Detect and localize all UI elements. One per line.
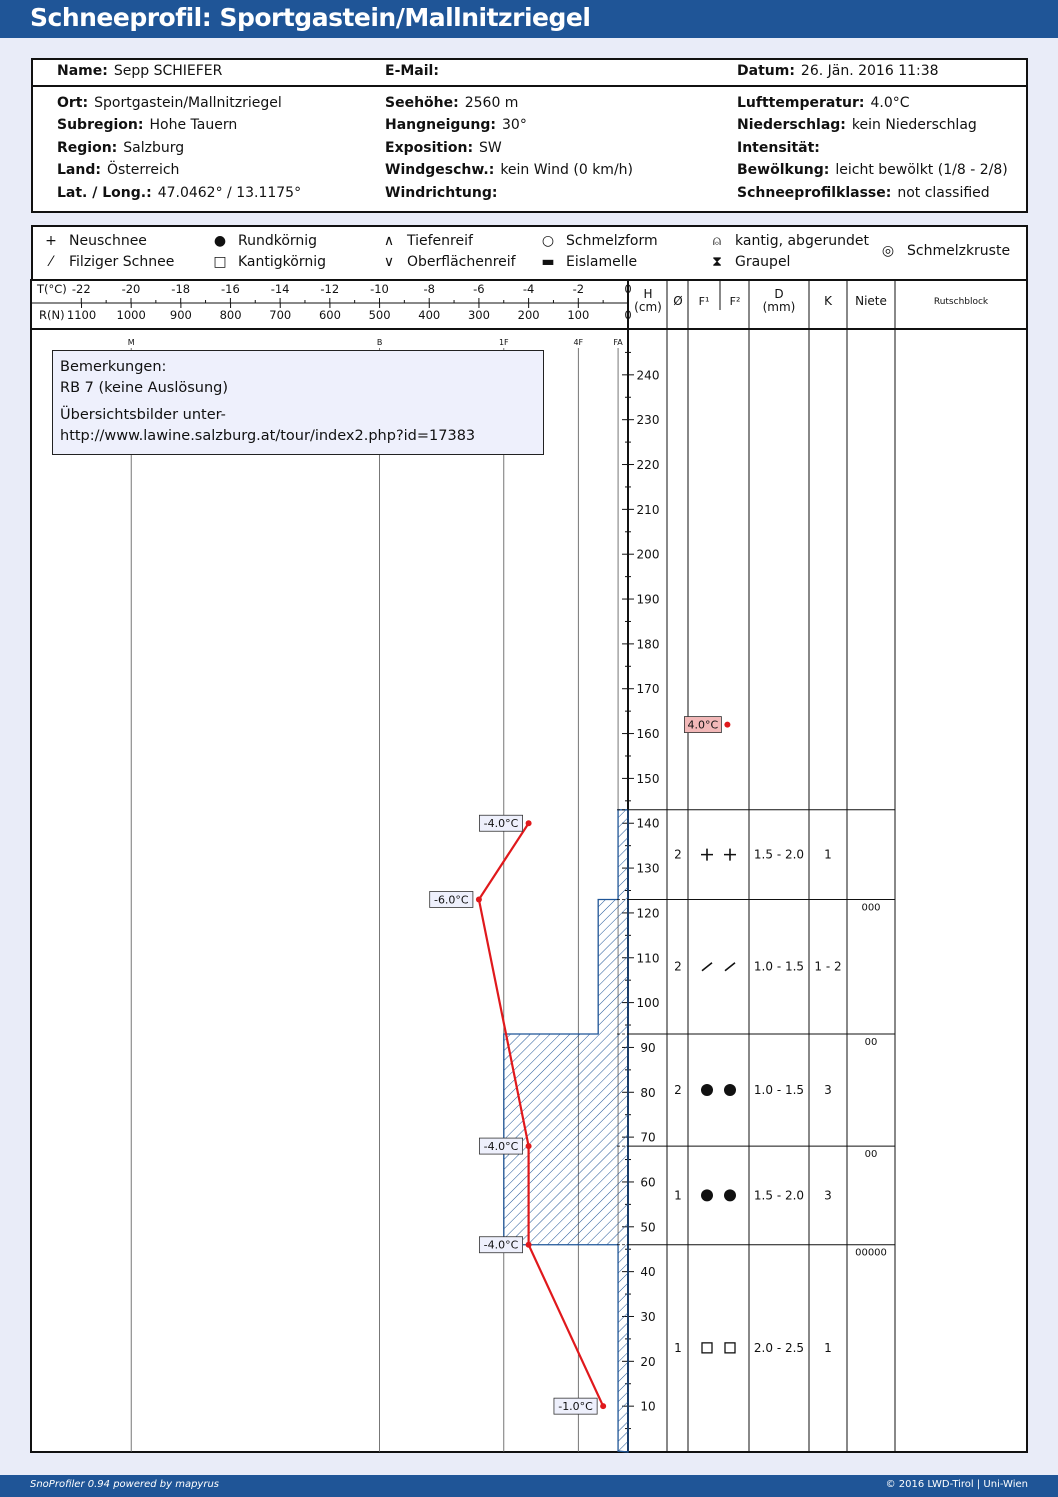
region-field: Region: Salzburg bbox=[57, 140, 185, 156]
legend-eislamelle: ▬ Eislamelle bbox=[538, 254, 637, 270]
remarks-heading: Bemerkungen: bbox=[60, 359, 167, 375]
temperature-label: -4.0°C bbox=[483, 1140, 519, 1154]
email-field: E-Mail: bbox=[385, 63, 439, 79]
r-axis-label: R(N) bbox=[39, 308, 65, 322]
t-tick-label: -20 bbox=[121, 282, 141, 296]
legend-rundkoernig: ● Rundkörnig bbox=[210, 233, 317, 249]
remarks-line2: Übersichtsbilder unter- bbox=[60, 407, 226, 423]
grain-rundkoernig-icon bbox=[724, 1189, 736, 1201]
layer-niete: 00000 bbox=[855, 1247, 887, 1259]
legend-filziger: ⁄ Filziger Schnee bbox=[41, 254, 174, 270]
air-temperature-point bbox=[724, 722, 730, 728]
h-tick-label: 60 bbox=[640, 1175, 656, 1190]
tiefenreif-icon: ∧ bbox=[383, 233, 395, 249]
layer-niete: 00 bbox=[864, 1036, 878, 1048]
neuschnee-icon: + bbox=[45, 233, 57, 249]
rundkoernig-icon: ● bbox=[213, 233, 227, 249]
t-tick-label: -22 bbox=[71, 282, 91, 296]
chart-frame bbox=[31, 280, 1027, 1452]
eislamelle-icon: ▬ bbox=[541, 254, 555, 270]
legend-schmelzform: ○ Schmelzform bbox=[538, 233, 658, 249]
k-header: K bbox=[824, 294, 832, 308]
ort-field: Ort: Sportgastein/Mallnitzriegel bbox=[57, 95, 282, 111]
temperature-point bbox=[526, 1242, 532, 1248]
kantig-abgerundet-icon: ⍝ bbox=[712, 233, 722, 249]
t-tick-label: -12 bbox=[320, 282, 340, 296]
subregion-field: Subregion: Hohe Tauern bbox=[57, 117, 238, 133]
t-tick-label: -8 bbox=[423, 282, 435, 296]
niete-header: Niete bbox=[855, 294, 887, 308]
h-tick-label: 50 bbox=[640, 1220, 656, 1235]
layer-d: 1.5 - 2.0 bbox=[753, 847, 805, 862]
h-tick-label: 70 bbox=[640, 1130, 656, 1145]
h-tick-label: 40 bbox=[640, 1265, 656, 1280]
page-title: Schneeprofil: Sportgastein/Mallnitzriegel bbox=[30, 3, 591, 32]
hardness-label: 1F bbox=[498, 338, 509, 347]
layer-dia: 2 bbox=[674, 847, 682, 862]
name-field: Name: Sepp SCHIEFER bbox=[57, 63, 223, 79]
temperature-label: -4.0°C bbox=[483, 1238, 519, 1252]
niederschlag-field: Niederschlag: kein Niederschlag bbox=[737, 117, 977, 133]
temperature-point bbox=[600, 1403, 606, 1409]
lufttemp-field: Lufttemperatur: 4.0°C bbox=[737, 95, 910, 111]
h-unit: (cm) bbox=[634, 300, 662, 314]
h-tick-label: 190 bbox=[636, 592, 660, 607]
legend-oberflaechenreif: ∨ Oberflächenreif bbox=[379, 254, 516, 270]
d-unit: (mm) bbox=[762, 300, 796, 314]
h-tick-label: 20 bbox=[640, 1354, 656, 1369]
hardness-label: 4F bbox=[573, 338, 584, 347]
temperature-label: -4.0°C bbox=[483, 817, 519, 831]
layer-k: 1 bbox=[824, 1340, 832, 1355]
footer bbox=[0, 1475, 1058, 1497]
f1-header: F¹ bbox=[698, 295, 710, 308]
r-tick-label: 1000 bbox=[116, 308, 146, 322]
h-tick-label: 140 bbox=[636, 816, 660, 831]
r-tick-label: 800 bbox=[219, 308, 242, 322]
layer-niete: 000 bbox=[861, 902, 881, 914]
remarks-line1: RB 7 (keine Auslösung) bbox=[60, 380, 229, 396]
t-tick-label: -2 bbox=[572, 282, 585, 296]
footer-software: SnoProfiler 0.94 powered by mapyrus bbox=[30, 1479, 220, 1490]
h-tick-label: 150 bbox=[636, 771, 660, 786]
t-tick-label: -10 bbox=[370, 282, 389, 296]
grain-rundkoernig-icon bbox=[724, 1084, 736, 1096]
kantigkoernig-icon: □ bbox=[213, 254, 227, 270]
datum-field: Datum: 26. Jän. 2016 11:38 bbox=[737, 63, 939, 79]
h-tick-label: 180 bbox=[636, 637, 660, 652]
windgeschw-field: Windgeschw.: kein Wind (0 km/h) bbox=[385, 162, 633, 178]
oberflaechenreif-icon: ∨ bbox=[383, 254, 395, 270]
layer-niete: 00 bbox=[864, 1149, 878, 1161]
h-tick-label: 120 bbox=[636, 906, 660, 921]
t-axis-label: T(°C) bbox=[37, 282, 67, 296]
temperature-point bbox=[476, 896, 482, 902]
legend-kantigkoernig: □ Kantigkörnig bbox=[210, 254, 326, 270]
layer-k: 3 bbox=[824, 1083, 832, 1098]
layer-k: 1 - 2 bbox=[814, 959, 842, 974]
windrichtung-field: Windrichtung: bbox=[385, 185, 498, 201]
legend-tiefenreif: ∧ Tiefenreif bbox=[379, 233, 473, 249]
legend-kantig-abgerundet: ⍝ kantig, abgerundet bbox=[707, 233, 869, 249]
rutschblock-header: Rutschblock bbox=[933, 297, 989, 307]
layer-dia: 1 bbox=[674, 1340, 682, 1355]
h-header: H bbox=[643, 287, 653, 301]
h-tick-label: 130 bbox=[636, 861, 660, 876]
seehoehe-field: Seehöhe: 2560 m bbox=[385, 95, 519, 111]
legend-schmelzkruste: ◎ Schmelzkruste bbox=[873, 243, 1010, 259]
air-temperature-label: 4.0°C bbox=[687, 718, 719, 732]
r-tick-label: 1100 bbox=[66, 308, 97, 322]
h-tick-label: 230 bbox=[636, 413, 660, 428]
h-tick-label: 10 bbox=[640, 1399, 656, 1414]
layer-dia: 2 bbox=[674, 1083, 682, 1098]
r-tick-label: 900 bbox=[169, 308, 192, 322]
h-tick-label: 80 bbox=[640, 1085, 656, 1100]
h-tick-label: 160 bbox=[636, 727, 660, 742]
r-tick-label: 400 bbox=[418, 308, 441, 322]
hardness-label: M bbox=[127, 338, 135, 347]
r-tick-label: 300 bbox=[467, 308, 490, 322]
remarks-box bbox=[52, 350, 544, 455]
r-tick-label: 200 bbox=[517, 308, 540, 322]
remarks-link[interactable]: http://www.lawine.salzburg.at/tour/index2.php?id=17383 bbox=[60, 428, 476, 444]
layer-dia: 2 bbox=[674, 959, 682, 974]
h-tick-label: 240 bbox=[636, 368, 660, 383]
layer-d: 2.0 - 2.5 bbox=[753, 1340, 805, 1355]
exposition-field: Exposition: SW bbox=[385, 140, 502, 156]
h-tick-label: 90 bbox=[640, 1040, 656, 1055]
r-tick-label: 0 bbox=[624, 308, 632, 322]
bewoelkung-field: Bewölkung: leicht bewölkt (1/8 - 2/8) bbox=[737, 162, 1008, 178]
t-tick-label: -6 bbox=[473, 282, 485, 296]
schmelzkruste-icon: ◎ bbox=[881, 243, 895, 259]
h-tick-label: 220 bbox=[636, 458, 660, 473]
filziger-schnee-icon: ⁄ bbox=[49, 254, 53, 270]
h-tick-label: 170 bbox=[636, 682, 660, 697]
h-tick-label: 210 bbox=[636, 502, 660, 517]
grain-rundkoernig-icon bbox=[701, 1189, 713, 1201]
temperature-label: -6.0°C bbox=[433, 893, 469, 907]
t-tick-label: -18 bbox=[171, 282, 191, 296]
land-field: Land: Österreich bbox=[57, 162, 180, 178]
r-tick-label: 600 bbox=[318, 308, 341, 322]
temperature-point bbox=[526, 1143, 532, 1149]
intensitaet-field: Intensität: bbox=[737, 140, 820, 156]
t-tick-label: -4 bbox=[522, 282, 535, 296]
layer-d: 1.0 - 1.5 bbox=[753, 959, 805, 974]
dia-header: Ø bbox=[673, 294, 683, 308]
layer-d: 1.5 - 2.0 bbox=[753, 1188, 805, 1203]
legend-neuschnee: + Neuschnee bbox=[41, 233, 147, 249]
schmelzform-icon: ○ bbox=[541, 233, 555, 249]
r-tick-label: 700 bbox=[269, 308, 292, 322]
footer-copyright: © 2016 LWD-Tirol | Uni-Wien bbox=[885, 1479, 1028, 1490]
temperature-point bbox=[526, 820, 532, 826]
hardness-label: FA bbox=[613, 338, 623, 347]
d-header: D bbox=[774, 287, 784, 301]
h-tick-label: 100 bbox=[636, 996, 660, 1011]
h-tick-label: 30 bbox=[640, 1309, 656, 1324]
hangneigung-field: Hangneigung: 30° bbox=[385, 117, 527, 133]
f2-header: F² bbox=[729, 295, 741, 308]
t-tick-label: 0 bbox=[624, 282, 632, 296]
layer-dia: 1 bbox=[674, 1188, 682, 1203]
temperature-label: -1.0°C bbox=[558, 1400, 593, 1414]
r-tick-label: 500 bbox=[368, 308, 391, 322]
layer-k: 3 bbox=[824, 1188, 832, 1203]
t-tick-label: -14 bbox=[270, 282, 290, 296]
r-tick-label: 100 bbox=[567, 308, 590, 322]
h-tick-label: 110 bbox=[636, 951, 660, 966]
profilklasse-field: Schneeprofilklasse: not classified bbox=[737, 185, 990, 201]
layer-k: 1 bbox=[824, 847, 832, 862]
latlong-field: Lat. / Long.: 47.0462° / 13.1175° bbox=[57, 185, 302, 201]
layer-d: 1.0 - 1.5 bbox=[753, 1083, 805, 1098]
graupel-icon: ⧗ bbox=[712, 254, 722, 270]
hardness-label: B bbox=[376, 338, 383, 347]
t-tick-label: -16 bbox=[221, 282, 240, 296]
legend-graupel: ⧗ Graupel bbox=[707, 254, 790, 270]
h-tick-label: 200 bbox=[636, 547, 660, 562]
grain-rundkoernig-icon bbox=[701, 1084, 713, 1096]
